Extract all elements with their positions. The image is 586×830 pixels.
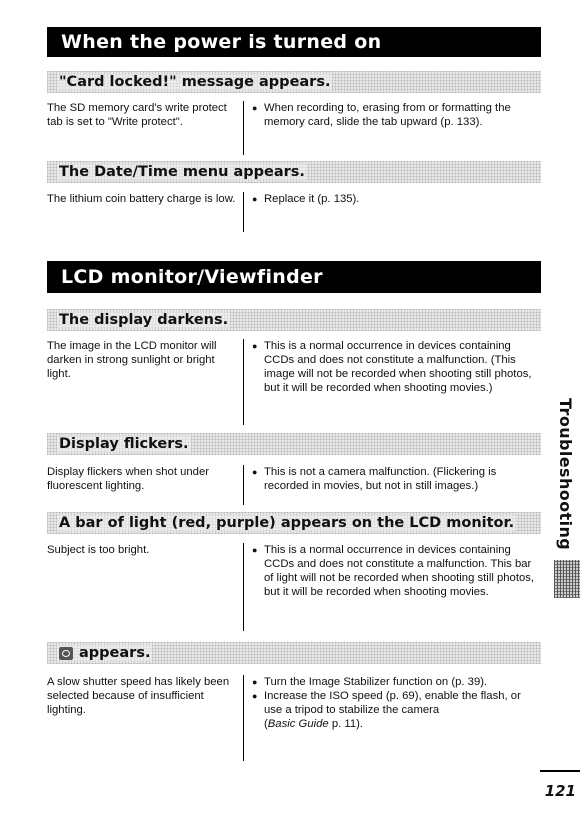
- subheading-text: A bar of light (red, purple) appears on the LCD monitor.: [59, 515, 515, 531]
- remedy-item: ● This is a normal occurrence in devices containing CCDs and does not constitute a malfunction. This bar of light will not be recorded when shooting still photos, but it will be recorded when shooting movies.: [252, 544, 535, 598]
- cause-text: The SD memory card's write protect tab is set to "Write protect".: [47, 102, 227, 128]
- guide-reference: Basic Guide: [267, 718, 329, 730]
- section-title-text: LCD monitor/Viewfinder: [61, 266, 323, 288]
- remedy-item: ● Turn the Image Stabilizer function on (p. 39).: [252, 676, 488, 688]
- footer-rule: [540, 770, 580, 772]
- remedy-item: ● When recording to, erasing from or formatting the memory card, slide the tab upward (p. 133).: [252, 102, 511, 128]
- remedy-list: [252, 339, 541, 425]
- cause-text: Display flickers when shot under fluorescent lighting.: [47, 466, 209, 492]
- remedy-list: [252, 465, 541, 505]
- bullet-icon: ●: [252, 341, 258, 351]
- subheading-display-darkens: [47, 309, 541, 331]
- subheading-text: "Card locked!" message appears.: [59, 74, 331, 90]
- bullet-icon: ●: [252, 467, 258, 477]
- subheading-text: Display flickers.: [59, 436, 189, 452]
- bullet-icon: ●: [252, 194, 258, 204]
- subheading-card-locked: [47, 71, 541, 93]
- trouble-row-camera-shake: [47, 675, 541, 761]
- bullet-icon: ●: [252, 691, 258, 701]
- subheading-camera-shake: [47, 642, 541, 664]
- column-divider: [243, 101, 244, 155]
- side-tab-troubleshooting: Troubleshooting: [556, 398, 575, 551]
- trouble-row-display-flickers: [47, 465, 541, 505]
- column-divider: [243, 339, 244, 425]
- cause-text: The lithium coin battery charge is low.: [47, 193, 236, 205]
- remedy-list: [252, 101, 541, 155]
- camera-shake-icon: [59, 647, 73, 660]
- remedy-item: ● This is not a camera malfunction. (Flickering is recorded in movies, but not in still images.): [252, 466, 497, 492]
- cause-text: A slow shutter speed has likely been selected because of insufficient lighting.: [47, 676, 230, 716]
- subheading-text: The display darkens.: [59, 312, 229, 328]
- cause-text: The image in the LCD monitor will darken in strong sunlight or bright light.: [47, 340, 217, 380]
- trouble-row-display-darkens: [47, 339, 541, 425]
- remedy-list: [252, 192, 541, 232]
- trouble-row-date-time: [47, 192, 541, 232]
- bullet-icon: ●: [252, 677, 258, 687]
- page-number: 121: [544, 782, 576, 800]
- remedy-item: ● Replace it (p. 135).: [252, 193, 360, 205]
- bullet-icon: ●: [252, 545, 258, 555]
- section-title-power-on: [47, 27, 541, 57]
- subheading-bar-of-light: [47, 512, 541, 534]
- cause-text: Subject is too bright.: [47, 544, 150, 556]
- section-title-lcd: [47, 261, 541, 293]
- section-title-text: When the power is turned on: [61, 31, 382, 53]
- subheading-display-flickers: [47, 433, 541, 455]
- remedy-item: ● Increase the ISO speed (p. 69), enable the flash, or use a tripod to stabilize the camera (Basic Guide p. 11).: [252, 690, 521, 730]
- column-divider: [243, 675, 244, 761]
- remedy-item: ● This is a normal occurrence in devices containing CCDs and does not constitute a malfunction. (This image will not be recorded when shooting still photos, but it will be recorded when shooting movies.): [252, 340, 532, 394]
- trouble-row-bar-of-light: [47, 543, 541, 631]
- column-divider: [243, 543, 244, 631]
- tab-marker: [554, 560, 580, 598]
- remedy-list: [252, 543, 541, 631]
- column-divider: [243, 465, 244, 505]
- subheading-text: The Date/Time menu appears.: [59, 164, 305, 180]
- subheading-text: appears.: [57, 645, 152, 661]
- remedy-list: [252, 675, 541, 761]
- bullet-icon: ●: [252, 103, 258, 113]
- column-divider: [243, 192, 244, 232]
- subheading-date-time: [47, 161, 541, 183]
- trouble-row-card-locked: [47, 101, 541, 155]
